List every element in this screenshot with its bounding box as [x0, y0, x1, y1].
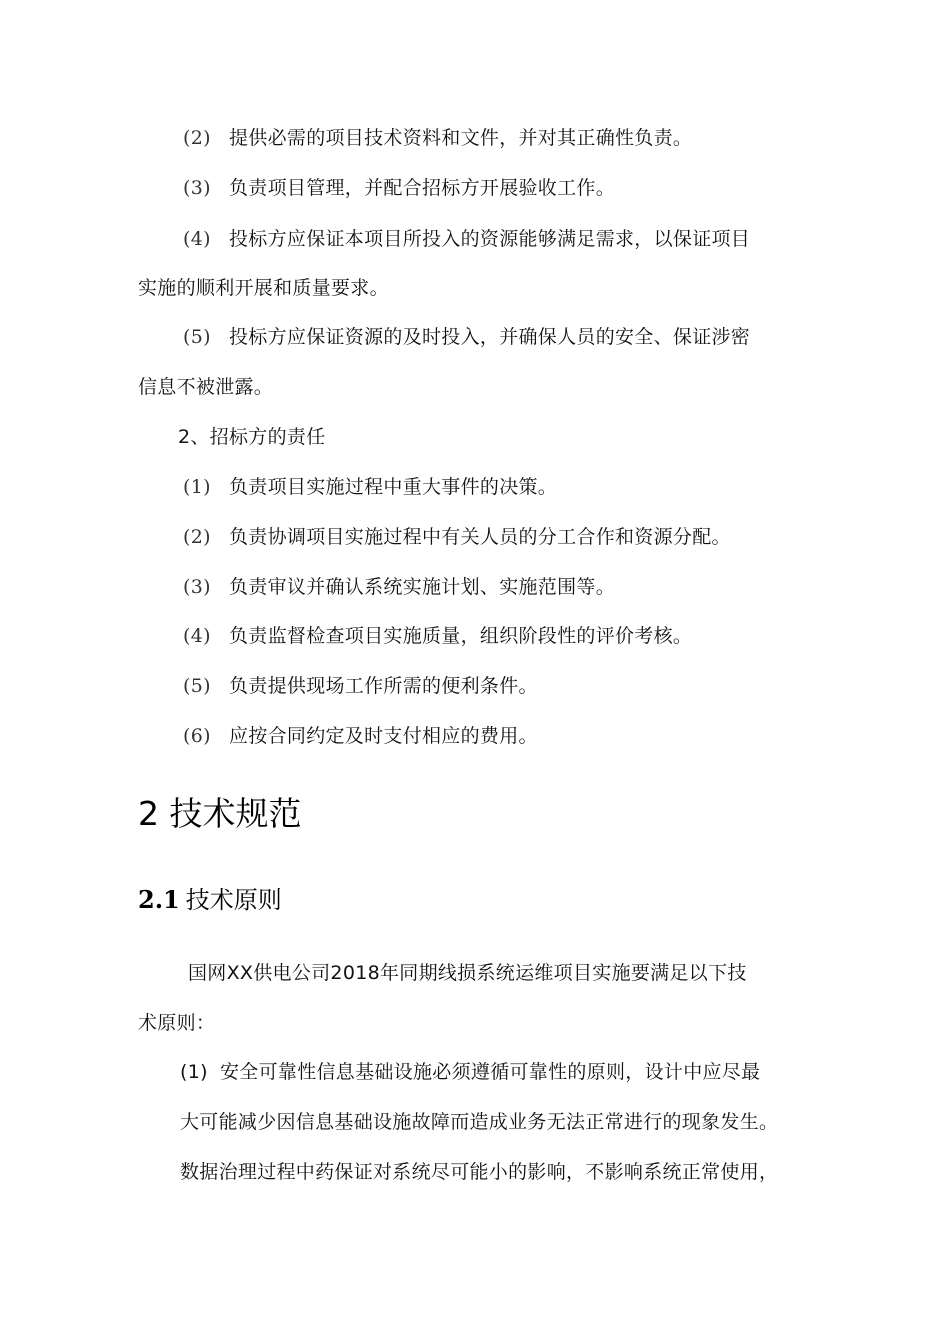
- principle-item: [180, 1060, 760, 1084]
- item-number: (5): [183, 326, 211, 348]
- item-text: 负责协调项目实施过程中有关人员的分工合作和资源分配。: [229, 526, 731, 548]
- item-text: 投标方应保证资源的及时投入，并确保人员的安全、保证涉密: [229, 326, 751, 348]
- list-item: [183, 624, 692, 648]
- list-item-continuation: [138, 276, 389, 300]
- item-text: 投标方应保证本项目所投入的资源能够满足需求，以保证项目: [229, 228, 751, 250]
- item-number: (3): [183, 576, 211, 598]
- paragraph-intro: [188, 961, 747, 985]
- principle-text: 安全可靠性信息基础设施必须遵循可靠性的原则，设计中应尽最: [220, 1061, 761, 1083]
- principle-text: 数据治理过程中药保证对系统尽可能小的影响，不影响系统正常使用，: [180, 1161, 779, 1183]
- paragraph-intro-continuation: [138, 1011, 215, 1035]
- item-number: (2): [183, 526, 211, 548]
- list-item: [183, 227, 750, 251]
- list-item: [183, 176, 615, 200]
- list-item: [183, 475, 557, 499]
- principle-continuation: [180, 1110, 778, 1134]
- item-text: 应按合同约定及时支付相应的费用。: [229, 725, 538, 747]
- heading-technical-principles: [138, 884, 282, 916]
- list-item: [183, 575, 615, 599]
- principle-number: (1): [180, 1061, 208, 1083]
- section-label-text: 2、招标方的责任: [178, 426, 326, 448]
- list-item: [183, 325, 750, 349]
- paragraph-line: 国网XX供电公司2018年同期线损系统运维项目实施要满足以下技: [188, 962, 747, 984]
- list-item: [183, 724, 538, 748]
- list-item: [183, 525, 731, 549]
- list-item: [183, 674, 538, 698]
- list-item-continuation: [138, 375, 273, 399]
- item-text: 信息不被泄露。: [138, 376, 274, 398]
- item-text: 负责项目管理，并配合招标方开展验收工作。: [229, 177, 616, 199]
- item-text: 负责提供现场工作所需的便利条件。: [229, 675, 538, 697]
- list-item: [183, 126, 692, 150]
- paragraph-line: 术原则：: [138, 1012, 216, 1034]
- item-text: 负责审议并确认系统实施计划、实施范围等。: [229, 576, 616, 598]
- item-number: (3): [183, 177, 211, 199]
- item-text: 负责项目实施过程中重大事件的决策。: [229, 476, 558, 498]
- item-text: 负责监督检查项目实施质量，组织阶段性的评价考核。: [229, 625, 693, 647]
- heading-number: 2.1: [138, 885, 180, 914]
- item-number: (2): [183, 127, 211, 149]
- principle-continuation: [180, 1160, 778, 1184]
- principle-text: 大可能减少因信息基础设施故障而造成业务无法正常进行的现象发生。: [180, 1111, 779, 1133]
- section-label: [178, 425, 326, 449]
- item-number: (5): [183, 675, 211, 697]
- item-number: (6): [183, 725, 211, 747]
- heading-technical-specification: 2 技术规范: [138, 794, 302, 833]
- item-text: 提供必需的项目技术资料和文件，并对其正确性负责。: [229, 127, 693, 149]
- heading-text: 技术原则: [185, 886, 282, 914]
- item-number: (4): [183, 625, 211, 647]
- item-text: 实施的顺利开展和质量要求。: [138, 277, 389, 299]
- item-number: (4): [183, 228, 211, 250]
- item-number: (1): [183, 476, 211, 498]
